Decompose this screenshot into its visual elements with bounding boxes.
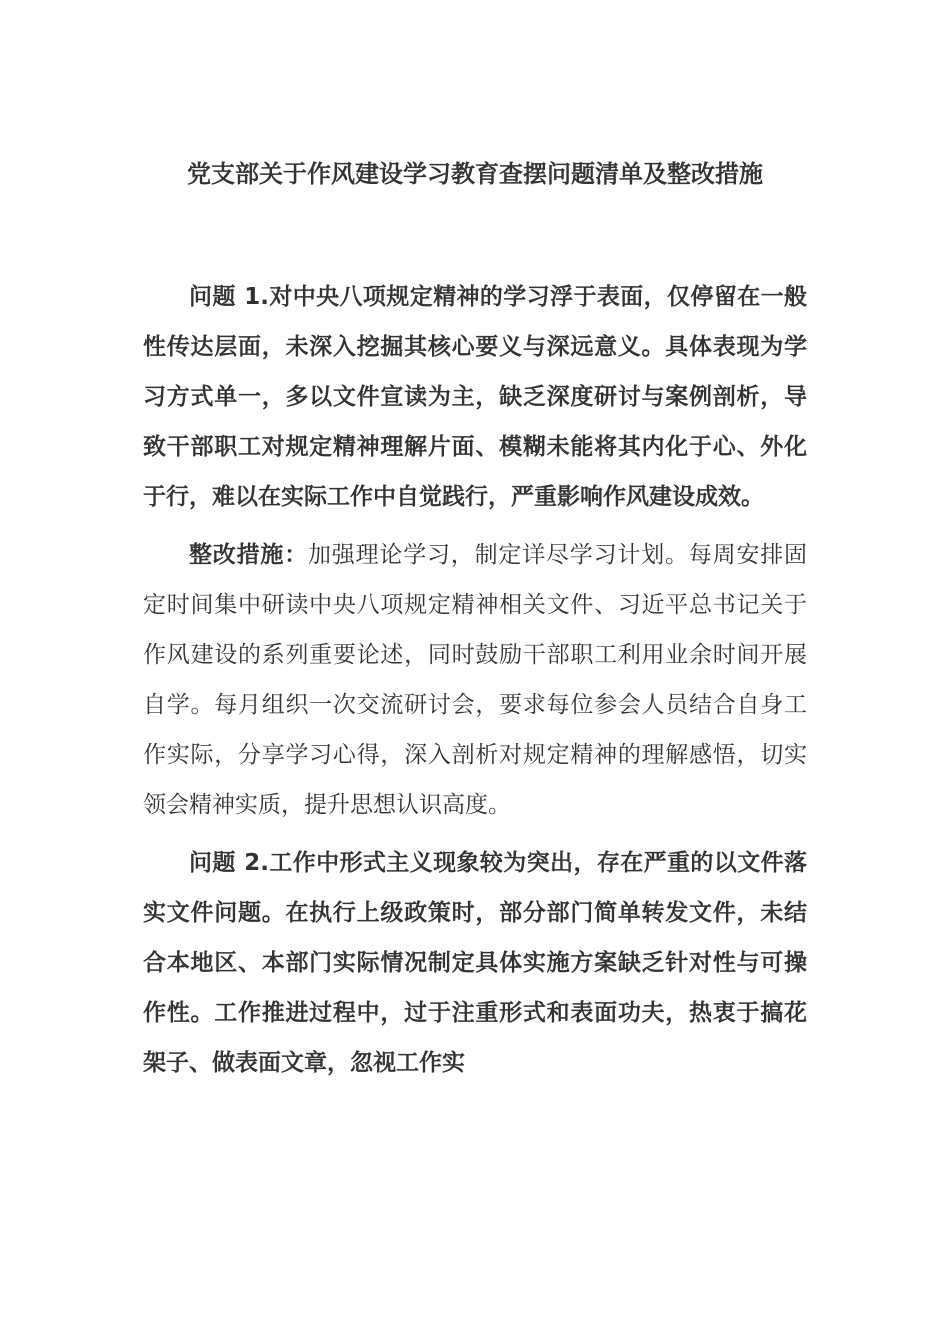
measure-1-text: 加强理论学习，制定详尽学习计划。每周安排固定时间集中研读中央八项规定精神相关文件、习近平总书记关于作风建设的系列重要论述，同时鼓励干部职工利用业余时间开展自学。每月组织一次交流研讨会，要求每位参会人员结合自身工作实际，分享学习心得，深入剖析对规定精神的理解感悟，切实领会精神实质，提升思想认识高度。 [143,542,808,818]
measure-1-paragraph [143,530,807,830]
document-body [143,272,807,1096]
document-title: 党支部关于作风建设学习教育查摆问题清单及整改措施 [187,160,763,188]
measure-1-label: 整改措施： [189,542,308,568]
problem-1-paragraph: 问题 1.对中央八项规定精神的学习浮于表面，仅停留在一般性传达层面，未深入挖掘其核心要义与深远意义。具体表现为学习方式单一，多以文件宣读为主，缺乏深度研讨与案例剖析，导致干部职工对规定精神理解片面、模糊未能将其内化于心、外化于行，难以在实际工作中自觉践行，严重影响作风建设成效。 [143,284,807,510]
problem-2-paragraph: 问题 2.工作中形式主义现象较为突出，存在严重的以文件落实文件问题。在执行上级政策时，部分部门简单转发文件，未结合本地区、本部门实际情况制定具体实施方案缺乏针对性与可操作性。工作推进过程中，过于注重形式和表面功夫，热衷于搞花架子、做表面文章，忽视工作实 [143,850,807,1076]
